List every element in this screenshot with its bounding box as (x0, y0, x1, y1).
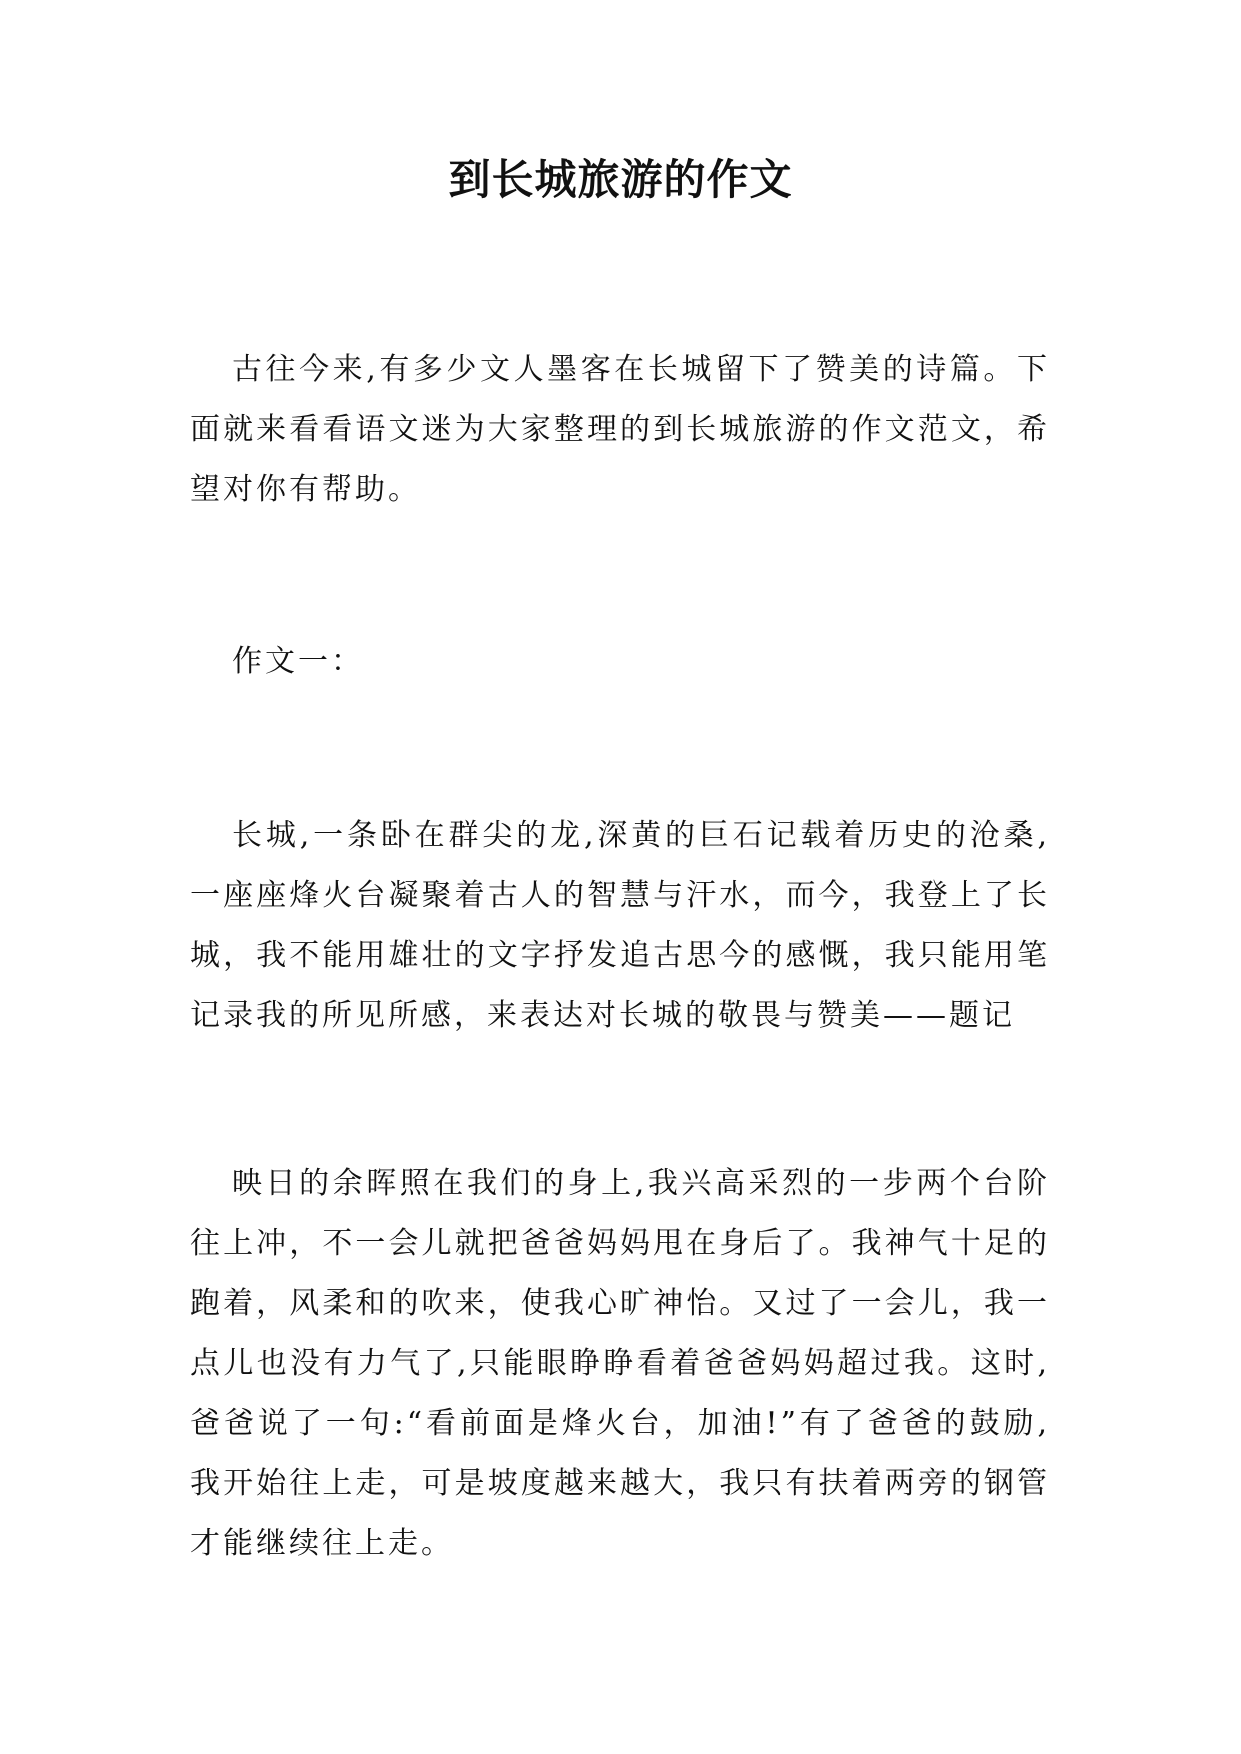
intro-paragraph: 古往今来,有多少文人墨客在长城留下了赞美的诗篇。下面就来看看语文迷为大家整理的到长城旅游的作文范文，希望对你有帮助。 (190, 352, 1050, 507)
body-paragraph: 映日的余晖照在我们的身上,我兴高采烈的一步两个台阶往上冲，不一会儿就把爸爸妈妈甩在身后了。我神气十足的跑着，风柔和的吹来，使我心旷神怡。又过了一会儿，我一点儿也没有力气了,只能眼睁睁看着爸爸妈妈超过我。这时,爸爸说了一句:“看前面是烽火台，加油!”有了爸爸的鼓励,我开始往上走，可是坡度越来越大，我只有扶着两旁的钢管才能继续往上走。 (190, 1166, 1050, 1561)
preface-paragraph: 长城,一条卧在群尖的龙,深黄的巨石记载着历史的沧桑,一座座烽火台凝聚着古人的智慧与汗水，而今，我登上了长城，我不能用雄壮的文字抒发追古思今的感慨，我只能用笔记录我的所见所感，来表达对长城的敬畏与赞美——题记 (190, 818, 1050, 1033)
document-title: 到长城旅游的作文 (448, 155, 793, 204)
essay-heading: 作文一： (232, 644, 364, 679)
